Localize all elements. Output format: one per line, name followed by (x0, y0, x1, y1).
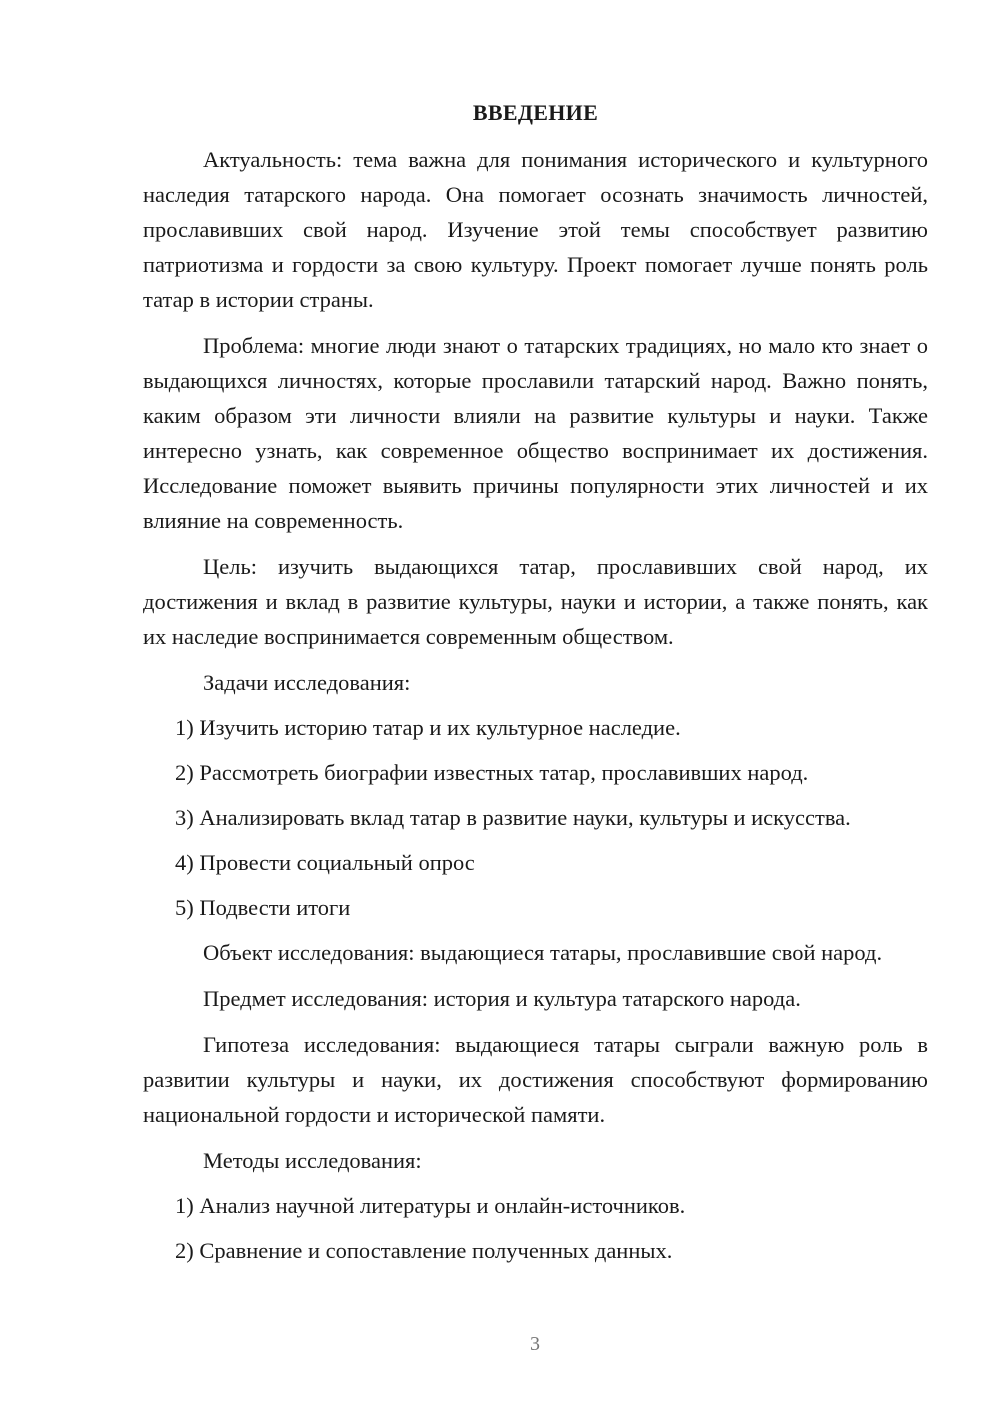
list-item: 2) Сравнение и сопоставление полученных данных. (175, 1238, 673, 1263)
list-item: 2) Рассмотреть биографии известных татар, прославивших народ. (175, 760, 809, 785)
list-item: 1) Анализ научной литературы и онлайн-источников. (175, 1193, 686, 1218)
page-number: 3 (530, 1333, 540, 1355)
page-title: ВВЕДЕНИЕ (472, 100, 599, 125)
problem-paragraph: Проблема: многие люди знают о татарских традициях, но мало кто знает о выдающихся личностях, которые прославили татарский народ. Важно понять, каким образом эти личности влияли на развитие культуры и науки. Также интересно узнать, как современное общество воспринимает их достижения. Исследование поможет выявить причины популярности этих личностей и их влияние на современность. (143, 333, 928, 533)
goal-paragraph: Цель: изучить выдающихся татар, прославивших свой народ, их достижения и вклад в развитие культуры, науки и истории, а также понять, как их наследие воспринимается современным обществом. (143, 554, 928, 649)
tasks-heading: Задачи исследования: (203, 670, 411, 695)
relevance-paragraph: Актуальность: тема важна для понимания исторического и культурного наследия татарского народа. Она помогает осознать значимость личностей, прославивших свой народ. Изучение этой темы способствует развитию патриотизма и гордости за свою культуру. Проект помогает лучше понять роль татар в истории страны. (143, 147, 928, 312)
list-item: 1) Изучить историю татар и их культурное наследие. (175, 715, 681, 740)
object-paragraph: Объект исследования: выдающиеся татары, прославившие свой народ. (203, 940, 883, 965)
list-item: 5) Подвести итоги (175, 895, 351, 920)
list-item: 3) Анализировать вклад татар в развитие науки, культуры и искусства. (175, 805, 851, 830)
tasks-list (143, 710, 928, 925)
hypothesis-paragraph: Гипотеза исследования: выдающиеся татары сыграли важную роль в развитии культуры и науки, их достижения способствуют формированию национальной гордости и исторической памяти. (143, 1032, 928, 1127)
subject-paragraph: Предмет исследования: история и культура татарского народа. (203, 986, 801, 1011)
document-body (143, 95, 928, 1278)
methods-list (143, 1188, 928, 1268)
list-item: 4) Провести социальный опрос (175, 850, 475, 875)
methods-heading: Методы исследования: (203, 1148, 422, 1173)
